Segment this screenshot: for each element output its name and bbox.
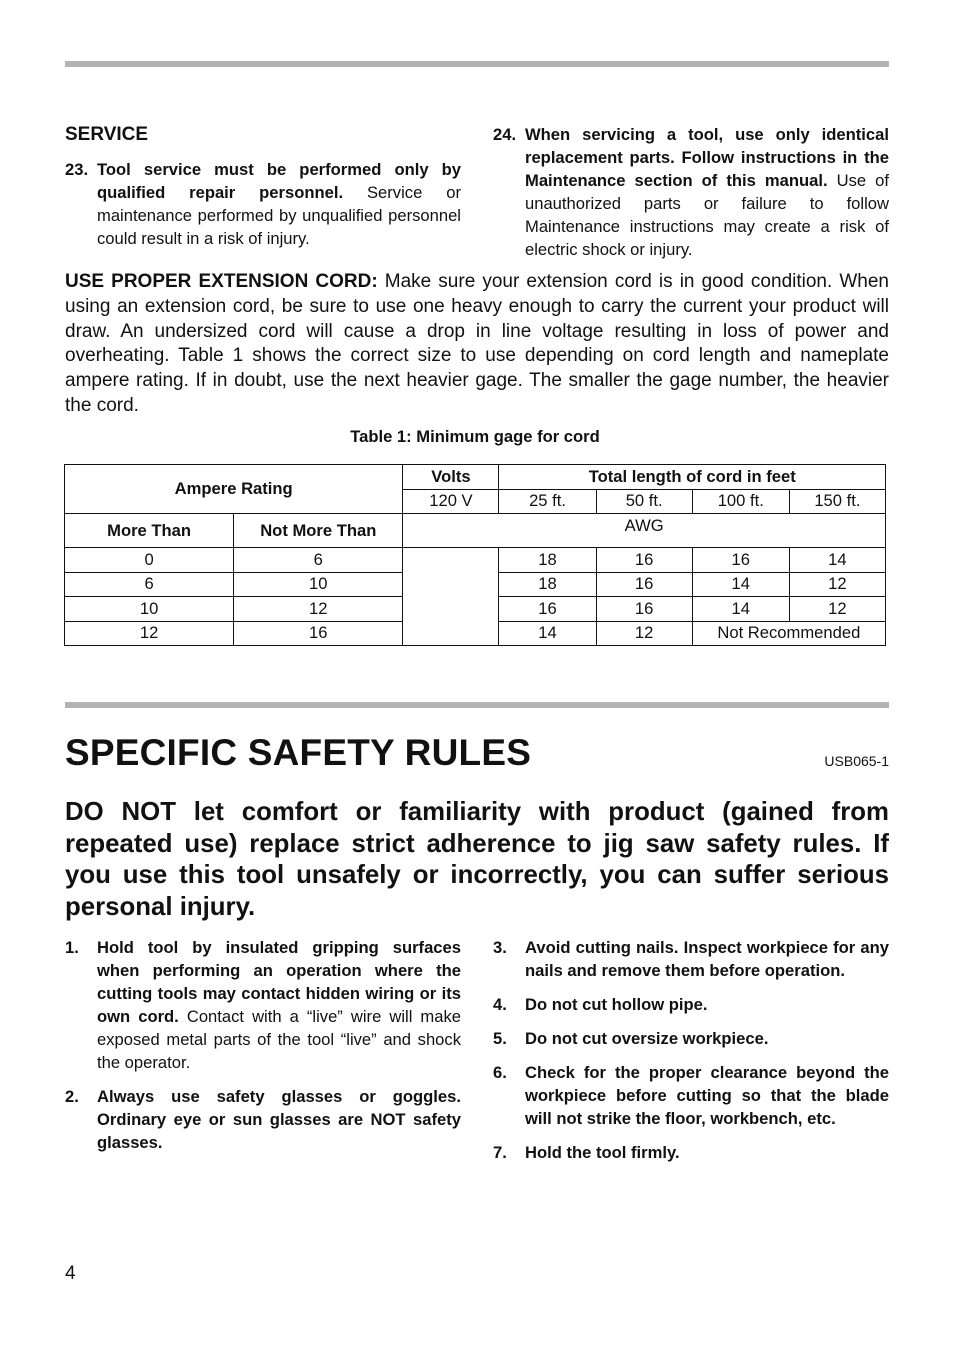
table-row [65,548,886,573]
gage-cell: 14 [692,597,789,622]
item-text: Use of unauthorized parts or failure to follow Maintenance instructions may create a risk of electric shock or injury. [525,171,889,259]
service-heading: SERVICE [65,124,149,145]
rules-column-right [493,936,889,1164]
item-number: 7. [493,1143,507,1162]
item-number: 5. [493,1029,507,1048]
cord-gage-table [64,464,886,646]
rule-item-4 [493,993,889,1016]
rule-item-5 [493,1027,889,1050]
more-than-cell: 10 [65,597,234,622]
item-number: 6. [493,1063,507,1082]
service-item-24 [493,123,889,261]
service-column [65,123,461,250]
service-item-23 [65,158,461,250]
middle-divider [65,702,889,708]
table-awg-row [65,514,886,548]
not-more-than-cell: 12 [234,597,403,622]
item-number: 23. [65,160,89,179]
length-cell: 50 ft. [596,489,692,514]
gage-cell: 16 [499,597,596,622]
not-more-than-cell: 10 [234,572,403,597]
extension-cord-paragraph [65,270,889,419]
not-more-than-header: Not More Than [234,514,403,548]
item-bold-text: Hold tool by insulated gripping surfaces when performing an operation where the cutting tools may contact hidden wiring or its own cord. [97,938,461,1026]
item-number: 24. [493,125,517,144]
gage-cell: 16 [596,572,692,597]
service-column-right [493,123,889,261]
gage-cell: 12 [789,572,885,597]
top-divider [65,61,889,67]
voltage-cell: 120 V [403,489,499,514]
item-text: Service or maintenance performed by unqualified personnel could result in a risk of injury. [97,183,461,248]
awg-header: AWG [403,514,886,548]
more-than-cell: 12 [65,621,234,646]
item-bold-text: Tool service must be performed only by qualified repair personnel. [97,160,461,202]
more-than-header: More Than [65,514,234,548]
item-bold-text: Do not cut hollow pipe. [525,995,708,1014]
item-bold-text: Check for the proper clearance beyond the workpiece before cutting so that the blade will not strike the floor, workbench, etc. [525,1063,889,1128]
gage-cell: 14 [692,572,789,597]
extension-cord-heading: USE PROPER EXTENSION CORD: [65,271,378,292]
rule-item-7 [493,1141,889,1164]
extension-cord-text: Make sure your extension cord is in good condition. When using an extension cord, be sure to use one heavy enough to carry the current your product will draw. An undersized cord will cause a drop in line voltage resulting in loss of power and overheating. Table 1 shows the correct size to use depending on cord length and nameplate ampere rating. If in doubt, use the next heavier gage. The smaller the gage number, the heavier the cord. [65,271,889,416]
rule-item-2 [65,1085,461,1154]
gage-cell: 18 [499,548,596,573]
gage-cell: 12 [789,597,885,622]
page-number: 4 [65,1263,76,1284]
length-cell: 25 ft. [499,489,596,514]
rule-item-1 [65,936,461,1074]
item-number: 2. [65,1087,79,1106]
empty-volts-cell [403,548,499,646]
more-than-cell: 0 [65,548,234,573]
ampere-rating-header: Ampere Rating [65,465,403,514]
item-bold-text: When servicing a tool, use only identical replacement parts. Follow instructions in the Maintenance section of this manual. [525,125,889,190]
document-code: USB065-1 [824,753,889,769]
table-caption: Table 1: Minimum gage for cord [350,427,600,446]
page-title: SPECIFIC SAFETY RULES [65,732,532,773]
table-header-row [65,465,886,490]
not-more-than-cell: 16 [234,621,403,646]
warning-statement: DO NOT let comfort or familiarity with product (gained from repeated use) replace strict adherence to jig saw safety rules. If you use this tool unsafely or incorrectly, you can suffer serious personal injury. [65,798,889,921]
item-number: 3. [493,938,507,957]
rule-item-3 [493,936,889,982]
not-recommended-cell: Not Recommended [692,621,885,646]
length-cell: 100 ft. [692,489,789,514]
more-than-cell: 6 [65,572,234,597]
item-bold-text: Always use safety glasses or goggles. Ordinary eye or sun glasses are NOT safety glasses. [97,1087,461,1152]
total-length-header: Total length of cord in feet [499,465,886,490]
not-more-than-cell: 6 [234,548,403,573]
item-bold-text: Avoid cutting nails. Inspect workpiece for any nails and remove them before operation. [525,938,889,980]
gage-cell: 16 [596,597,692,622]
volts-header: Volts [403,465,499,490]
gage-cell: 16 [692,548,789,573]
length-cell: 150 ft. [789,489,885,514]
gage-cell: 12 [596,621,692,646]
rule-item-6 [493,1061,889,1130]
gage-cell: 14 [789,548,885,573]
gage-cell: 16 [596,548,692,573]
item-text: Contact with a “live” wire will make exposed metal parts of the tool “live” and shock the operator. [97,1007,461,1072]
gage-cell: 14 [499,621,596,646]
rules-column-left [65,936,461,1154]
item-number: 1. [65,938,79,957]
item-number: 4. [493,995,507,1014]
gage-cell: 18 [499,572,596,597]
item-bold-text: Hold the tool firmly. [525,1143,680,1162]
item-bold-text: Do not cut oversize workpiece. [525,1029,769,1048]
